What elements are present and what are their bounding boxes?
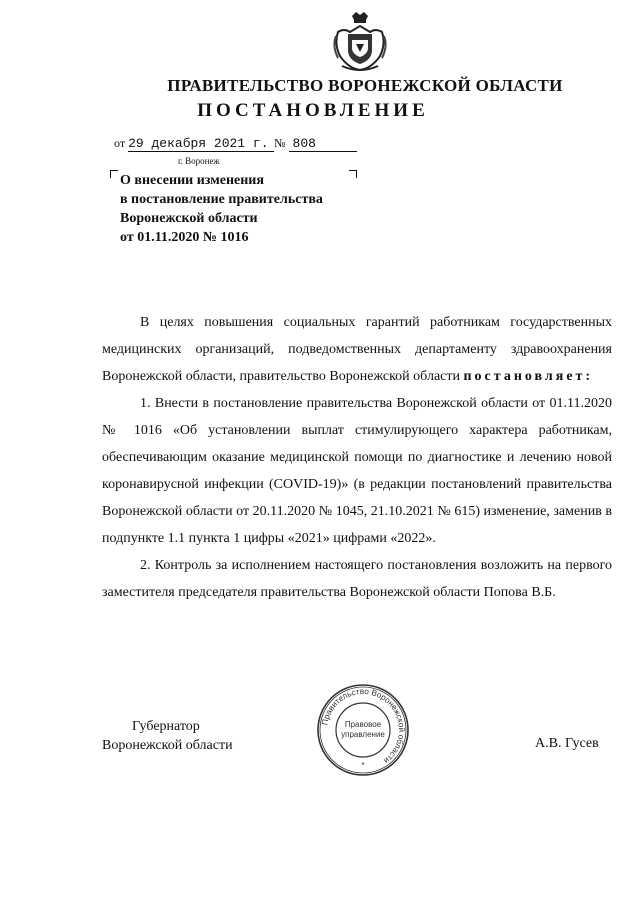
seal-center-line2: управление: [341, 730, 385, 739]
seal-star: *: [361, 761, 365, 770]
document-date: 29 декабря 2021 г.: [128, 136, 274, 152]
document-body: [102, 309, 612, 606]
subject-line: Воронежской области: [120, 211, 258, 226]
preamble-text: В целях повышения социальных гарантий работникам государственных медицинских организаций, подведомственных департаменту здравоохранения Воронежской области, правительство Воронежской области: [102, 315, 612, 384]
city: г. Воронеж: [178, 156, 220, 166]
signatory-name: А.В. Гусев: [535, 736, 599, 751]
date-number-row: [114, 136, 357, 152]
signatory-title-line2: Воронежской области: [102, 738, 233, 753]
subject-bracket-right: [349, 170, 357, 178]
seal-ring-text: Правительство Воронежской области: [320, 686, 407, 766]
signatory-title-line1: Губернатор: [132, 719, 200, 734]
document-number: 808: [289, 136, 357, 152]
preamble-paragraph: [102, 309, 612, 390]
voronezh-coat-of-arms-icon: [330, 10, 390, 74]
subject-line: в постановление правительства: [120, 192, 323, 207]
from-label: от: [114, 136, 126, 150]
decree-word: постановляет:: [463, 369, 594, 384]
subject-block: [120, 171, 323, 247]
item-2-paragraph: 2. Контроль за исполнением настоящего постановления возложить на первого заместителя председателя правительства Воронежской области Попова В.Б.: [102, 558, 612, 600]
document-type: ПОСТАНОВЛЕНИЕ: [197, 100, 429, 121]
item-1-paragraph: 1. Внести в постановление правительства Воронежской области от 01.11.2020 № 1016 «Об установлении выплат стимулирующего характера работникам, обеспечивающим оказание медицинской помощи по диагностике и лечению новой коронавирусной инфекции (COVID-19)» (в редакции постановлений правительства Воронежской области от 20.11.2020 № 1045, 21.10.2021 № 615) изменение, заменив в подпункте 1.1 пункта 1 цифры «2021» цифрами «2022».: [102, 396, 612, 546]
number-label: №: [274, 136, 286, 150]
subject-line: от 01.11.2020 № 1016: [120, 230, 249, 245]
subject-bracket-left: [110, 170, 118, 178]
official-seal-stamp: [315, 682, 411, 778]
seal-center-line1: Правовое: [344, 720, 382, 729]
subject-line: О внесении изменения: [120, 173, 264, 188]
authority-title: ПРАВИТЕЛЬСТВО ВОРОНЕЖСКОЙ ОБЛАСТИ: [167, 76, 563, 95]
